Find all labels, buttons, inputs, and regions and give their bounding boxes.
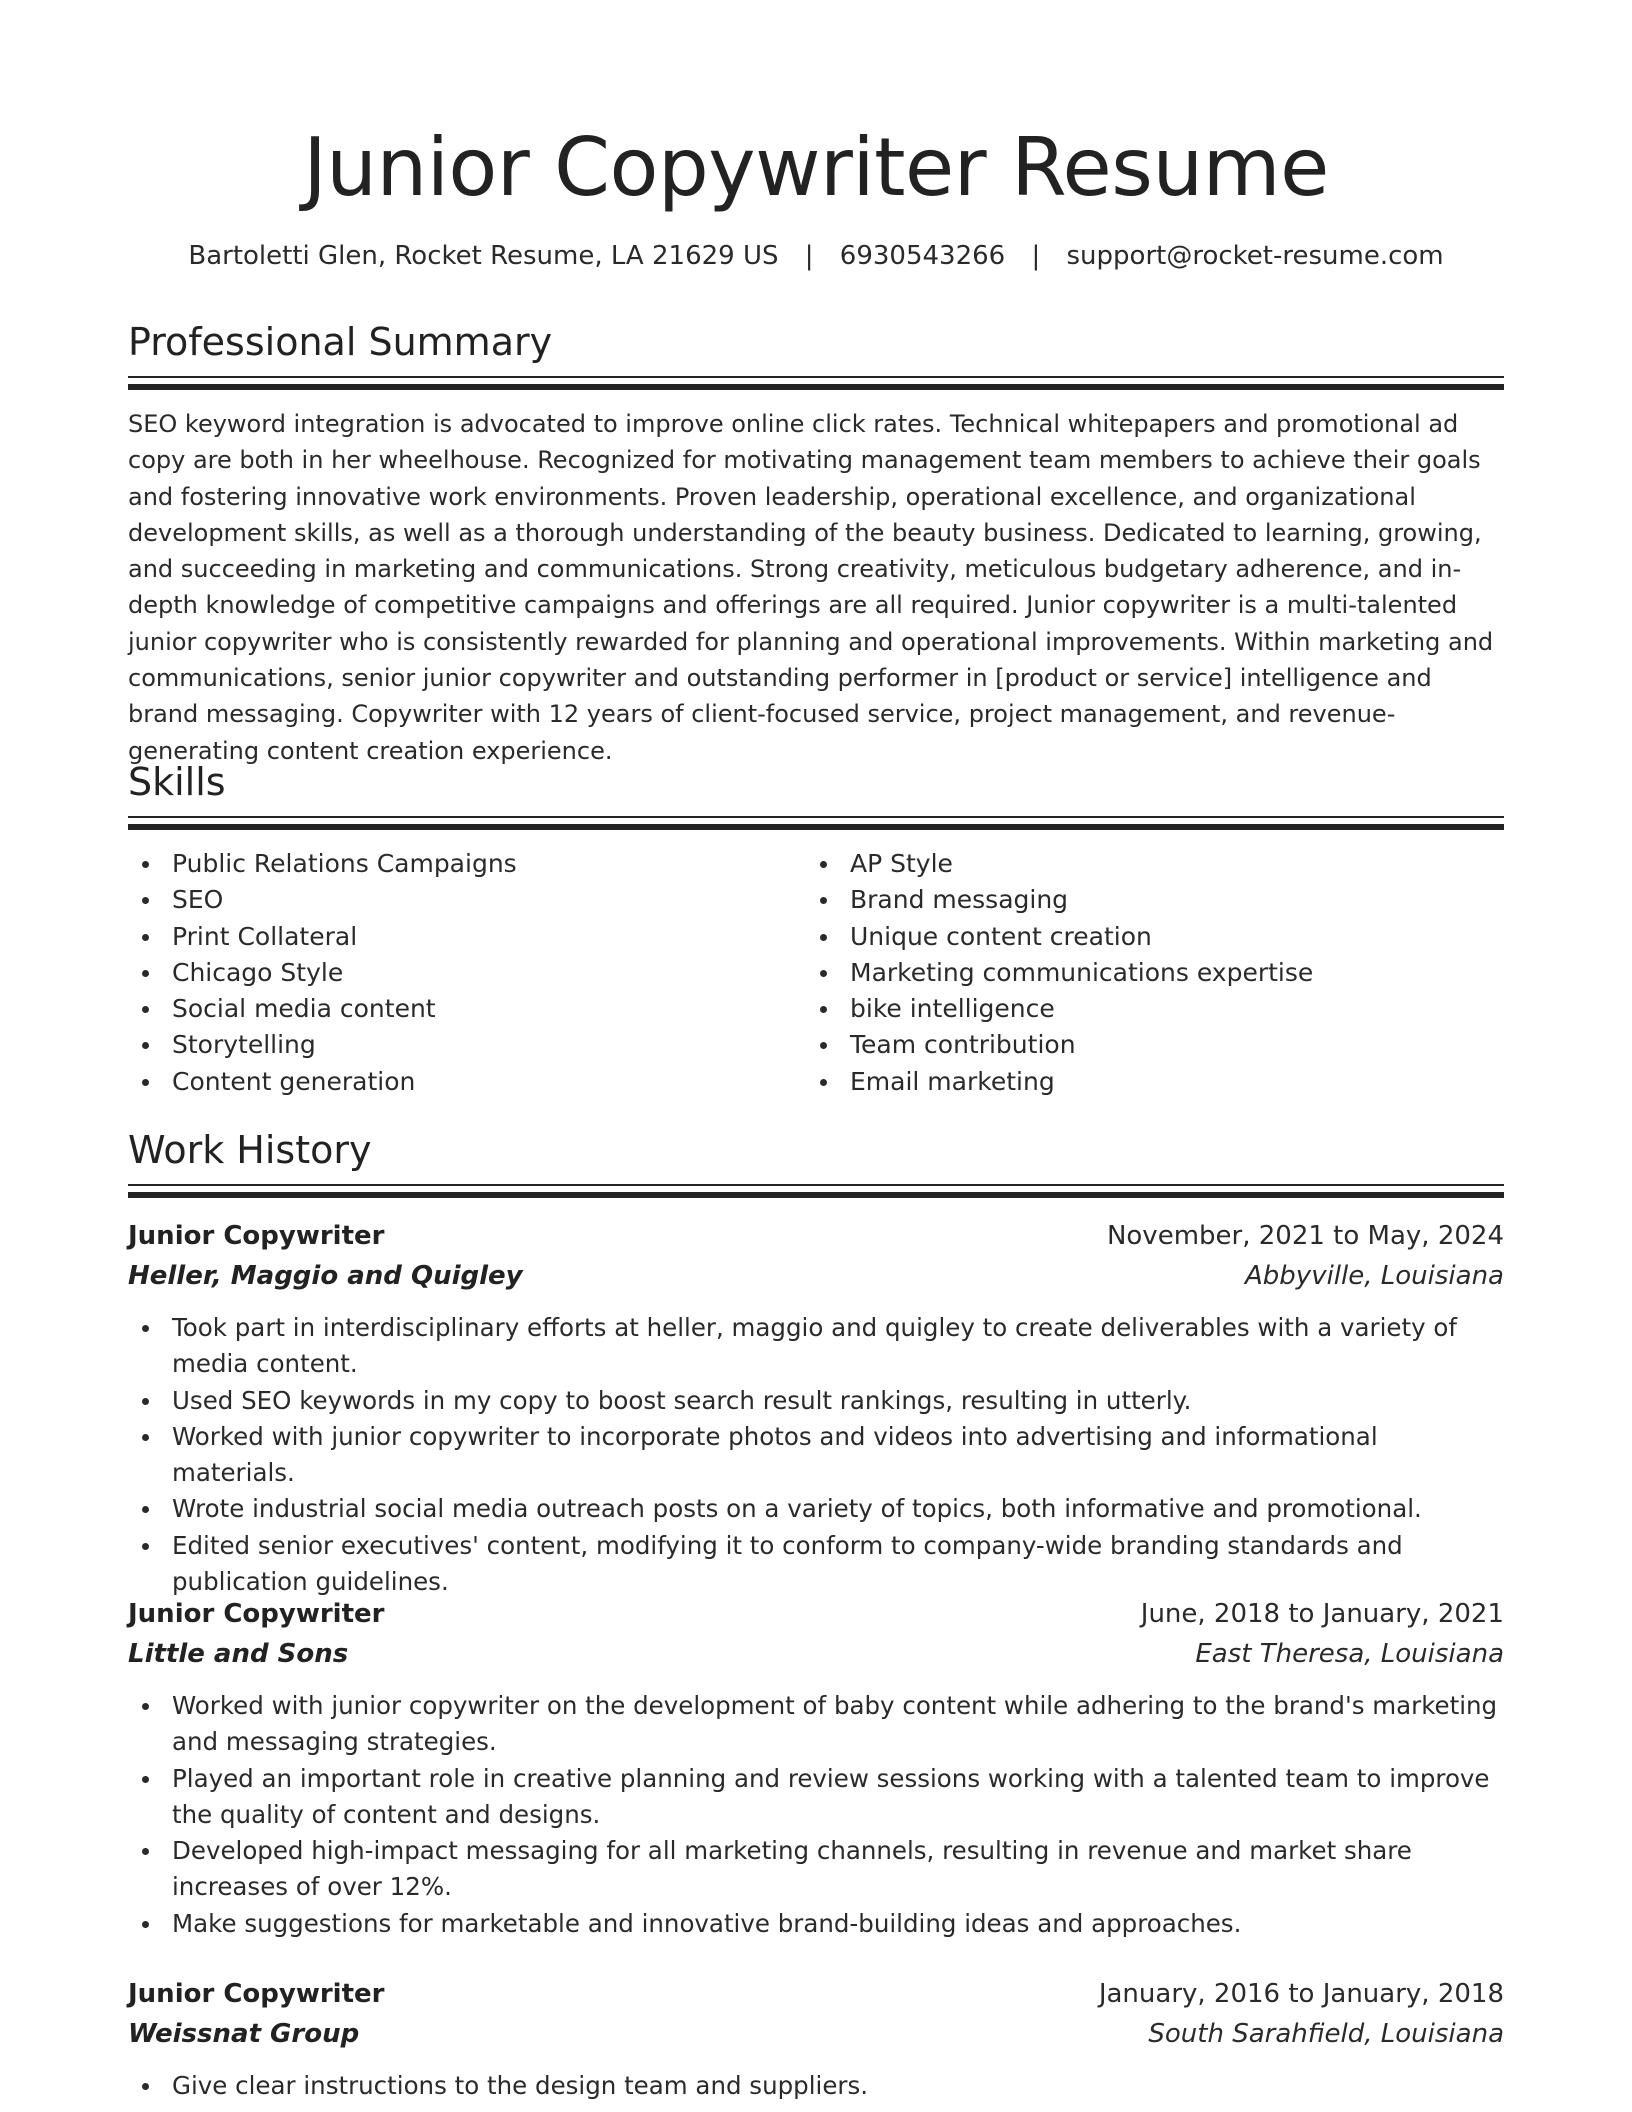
- skill-item: Unique content creation: [850, 919, 1510, 955]
- job-company-row: [128, 1634, 1504, 1674]
- job-header-row: [128, 1216, 1504, 1256]
- skill-item: Print Collateral: [172, 919, 832, 955]
- contact-separator: |: [804, 241, 814, 271]
- skill-item: AP Style: [850, 846, 1510, 882]
- skill-item: Team contribution: [850, 1027, 1510, 1063]
- contact-phone: 6930543266: [839, 241, 1006, 271]
- job-header-row: [128, 1594, 1504, 1634]
- job-company: Little and Sons: [128, 1639, 349, 1669]
- job-bullet: Used SEO keywords in my copy to boost search result rankings, resulting in utterly.: [172, 1383, 1504, 1419]
- work-heading: Work History: [128, 1128, 372, 1172]
- job-entry: [128, 1216, 1504, 1600]
- job-title: Junior Copywriter: [128, 1979, 385, 2009]
- job-bullet: Wrote industrial social media outreach posts on a variety of topics, both informative and promotional.: [172, 1491, 1504, 1527]
- job-entry: [128, 1594, 1504, 1942]
- resume-title: Junior Copywriter Resume: [303, 121, 1329, 214]
- skill-item: Email marketing: [850, 1064, 1510, 1100]
- skill-item: Chicago Style: [172, 955, 832, 991]
- job-location: Abbyville, Louisiana: [1245, 1261, 1504, 1291]
- job-entry: [128, 1974, 1504, 2104]
- skills-list-right: [806, 846, 1510, 1100]
- skill-item: Storytelling: [172, 1027, 832, 1063]
- skill-item: Public Relations Campaigns: [172, 846, 832, 882]
- work-divider: [128, 1184, 1504, 1198]
- job-bullet: Edited senior executives' content, modifying it to conform to company-wide branding standards and publication guidelines.: [172, 1528, 1504, 1601]
- job-dates: November, 2021 to May, 2024: [1106, 1221, 1504, 1251]
- job-title: Junior Copywriter: [128, 1599, 385, 1629]
- skill-item: SEO: [172, 882, 832, 918]
- summary-divider: [128, 376, 1504, 390]
- skills-divider: [128, 816, 1504, 830]
- contact-address: Bartoletti Glen, Rocket Resume, LA 21629 US: [188, 241, 779, 271]
- contact-line: [128, 238, 1504, 274]
- job-dates: June, 2018 to January, 2021: [1140, 1599, 1504, 1629]
- job-bullets: [128, 1310, 1504, 1600]
- skill-item: Brand messaging: [850, 882, 1510, 918]
- work-section-header: [128, 1124, 1504, 1176]
- job-header-row: [128, 1974, 1504, 2014]
- contact-email: support@rocket-resume.com: [1066, 241, 1444, 271]
- contact-separator: |: [1031, 241, 1041, 271]
- job-title: Junior Copywriter: [128, 1221, 385, 1251]
- job-company: Heller, Maggio and Quigley: [128, 1261, 523, 1291]
- job-location: South Sarahfield, Louisiana: [1148, 2019, 1504, 2049]
- job-bullet: Give clear instructions to the design team and suppliers.: [172, 2068, 1504, 2104]
- job-company-row: [128, 1256, 1504, 1296]
- job-location: East Theresa, Louisiana: [1195, 1639, 1504, 1669]
- skill-item: Marketing communications expertise: [850, 955, 1510, 991]
- skills-section-header: [128, 756, 1504, 808]
- job-bullet: Developed high-impact messaging for all marketing channels, resulting in revenue and market share increases of over 12%.: [172, 1833, 1504, 1906]
- skill-item: Social media content: [172, 991, 832, 1027]
- job-bullet: Played an important role in creative planning and review sessions working with a talented team to improve the quality of content and designs.: [172, 1761, 1504, 1834]
- skill-item: Content generation: [172, 1064, 832, 1100]
- job-bullets: [128, 2068, 1504, 2104]
- job-dates: January, 2016 to January, 2018: [1098, 1979, 1504, 2009]
- summary-heading: Professional Summary: [128, 320, 553, 364]
- skills-heading: Skills: [128, 760, 226, 804]
- summary-text: SEO keyword integration is advocated to improve online click rates. Technical whitepapers and promotional ad copy are both in her wheelhouse. Recognized for motivating management team members to achieve their goals and fostering innovative work environments. Proven leadership, operational excellence, and organizational development skills, as well as a thorough understanding of the beauty business. Dedicated to learning, growing, and succeeding in marketing and communications. Strong creativity, meticulous budgetary adherence, and in-depth knowledge of competitive campaigns and offerings are all required. Junior copywriter is a multi-talented junior copywriter who is consistently rewarded for planning and operational improvements. Within marketing and communications, senior junior copywriter and outstanding performer in [product or service] intelligence and brand messaging. Copywriter with 12 years of client-focused service, project management, and revenue-generating content creation experience.: [128, 410, 1494, 765]
- job-bullet: Worked with junior copywriter to incorporate photos and videos into advertising and informational materials.: [172, 1419, 1504, 1492]
- skills-list-left: [128, 846, 832, 1100]
- job-company: Weissnat Group: [128, 2019, 360, 2049]
- job-company-row: [128, 2014, 1504, 2054]
- job-bullet: Took part in interdisciplinary efforts at heller, maggio and quigley to create deliverables with a variety of media content.: [172, 1310, 1504, 1383]
- job-bullet: Worked with junior copywriter on the development of baby content while adhering to the brand's marketing and messaging strategies.: [172, 1688, 1504, 1761]
- skill-item: bike intelligence: [850, 991, 1510, 1027]
- job-bullet: Make suggestions for marketable and innovative brand-building ideas and approaches.: [172, 1906, 1504, 1942]
- job-bullets: [128, 1688, 1504, 1942]
- summary-section-header: [128, 316, 1504, 368]
